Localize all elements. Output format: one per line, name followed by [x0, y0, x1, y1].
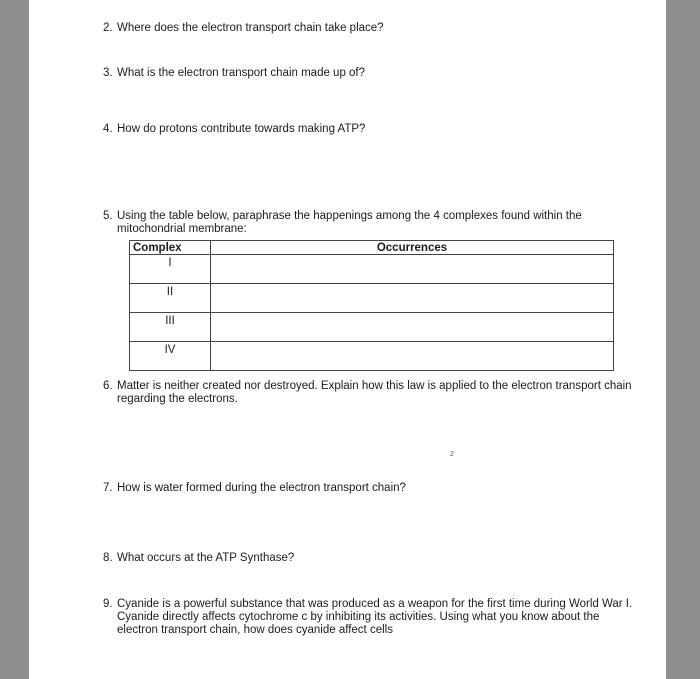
question-text: How do protons contribute towards making ATP?	[117, 123, 366, 135]
question-text: Using the table below, paraphrase the happenings among the 4 complexes found within the mitochondrial membrane:	[117, 210, 582, 235]
worksheet-page	[29, 0, 666, 679]
table-row	[130, 342, 614, 371]
question-6	[103, 380, 637, 406]
question-number: 4.	[103, 123, 113, 135]
complex-cell: III	[130, 313, 211, 342]
question-4	[103, 123, 637, 136]
occurrences-cell	[211, 313, 614, 342]
table-row	[130, 284, 614, 313]
header-complex: Complex	[130, 241, 211, 255]
occurrences-cell	[211, 342, 614, 371]
complex-cell: I	[130, 255, 211, 284]
question-number: 5.	[103, 210, 113, 222]
question-5	[103, 210, 637, 236]
question-3	[103, 67, 637, 80]
occurrences-cell	[211, 255, 614, 284]
occurrences-cell	[211, 284, 614, 313]
question-number: 7.	[103, 482, 113, 494]
question-number: 6.	[103, 380, 113, 392]
question-text: Cyanide is a powerful substance that was produced as a weapon for the first time during World War I. Cyanide directly affects cytochrome c by inhibiting its activities. Using what you know about the electron transport chain, how does cyanide affect cells	[117, 598, 633, 636]
question-8	[103, 552, 637, 565]
question-number: 3.	[103, 67, 113, 79]
question-text: What occurs at the ATP Synthase?	[117, 552, 295, 564]
question-2	[103, 22, 637, 35]
question-text: Where does the electron transport chain take place?	[117, 22, 384, 34]
table-row	[130, 255, 614, 284]
header-occurrences: Occurrences	[211, 241, 614, 255]
question-text: What is the electron transport chain made up of?	[117, 67, 366, 79]
question-number: 2.	[103, 22, 113, 34]
question-text: Matter is neither created nor destroyed. Explain how this law is applied to the electron transport chain regarding the electrons.	[117, 380, 632, 405]
table-header-row	[130, 241, 614, 255]
question-text: How is water formed during the electron transport chain?	[117, 482, 406, 494]
complex-cell: II	[130, 284, 211, 313]
stray-mark: 2	[450, 451, 454, 458]
complex-cell: IV	[130, 342, 211, 371]
table-row	[130, 313, 614, 342]
question-7	[103, 482, 637, 495]
question-number: 9.	[103, 598, 113, 610]
question-9	[103, 598, 637, 637]
complex-table	[129, 240, 614, 371]
question-number: 8.	[103, 552, 113, 564]
